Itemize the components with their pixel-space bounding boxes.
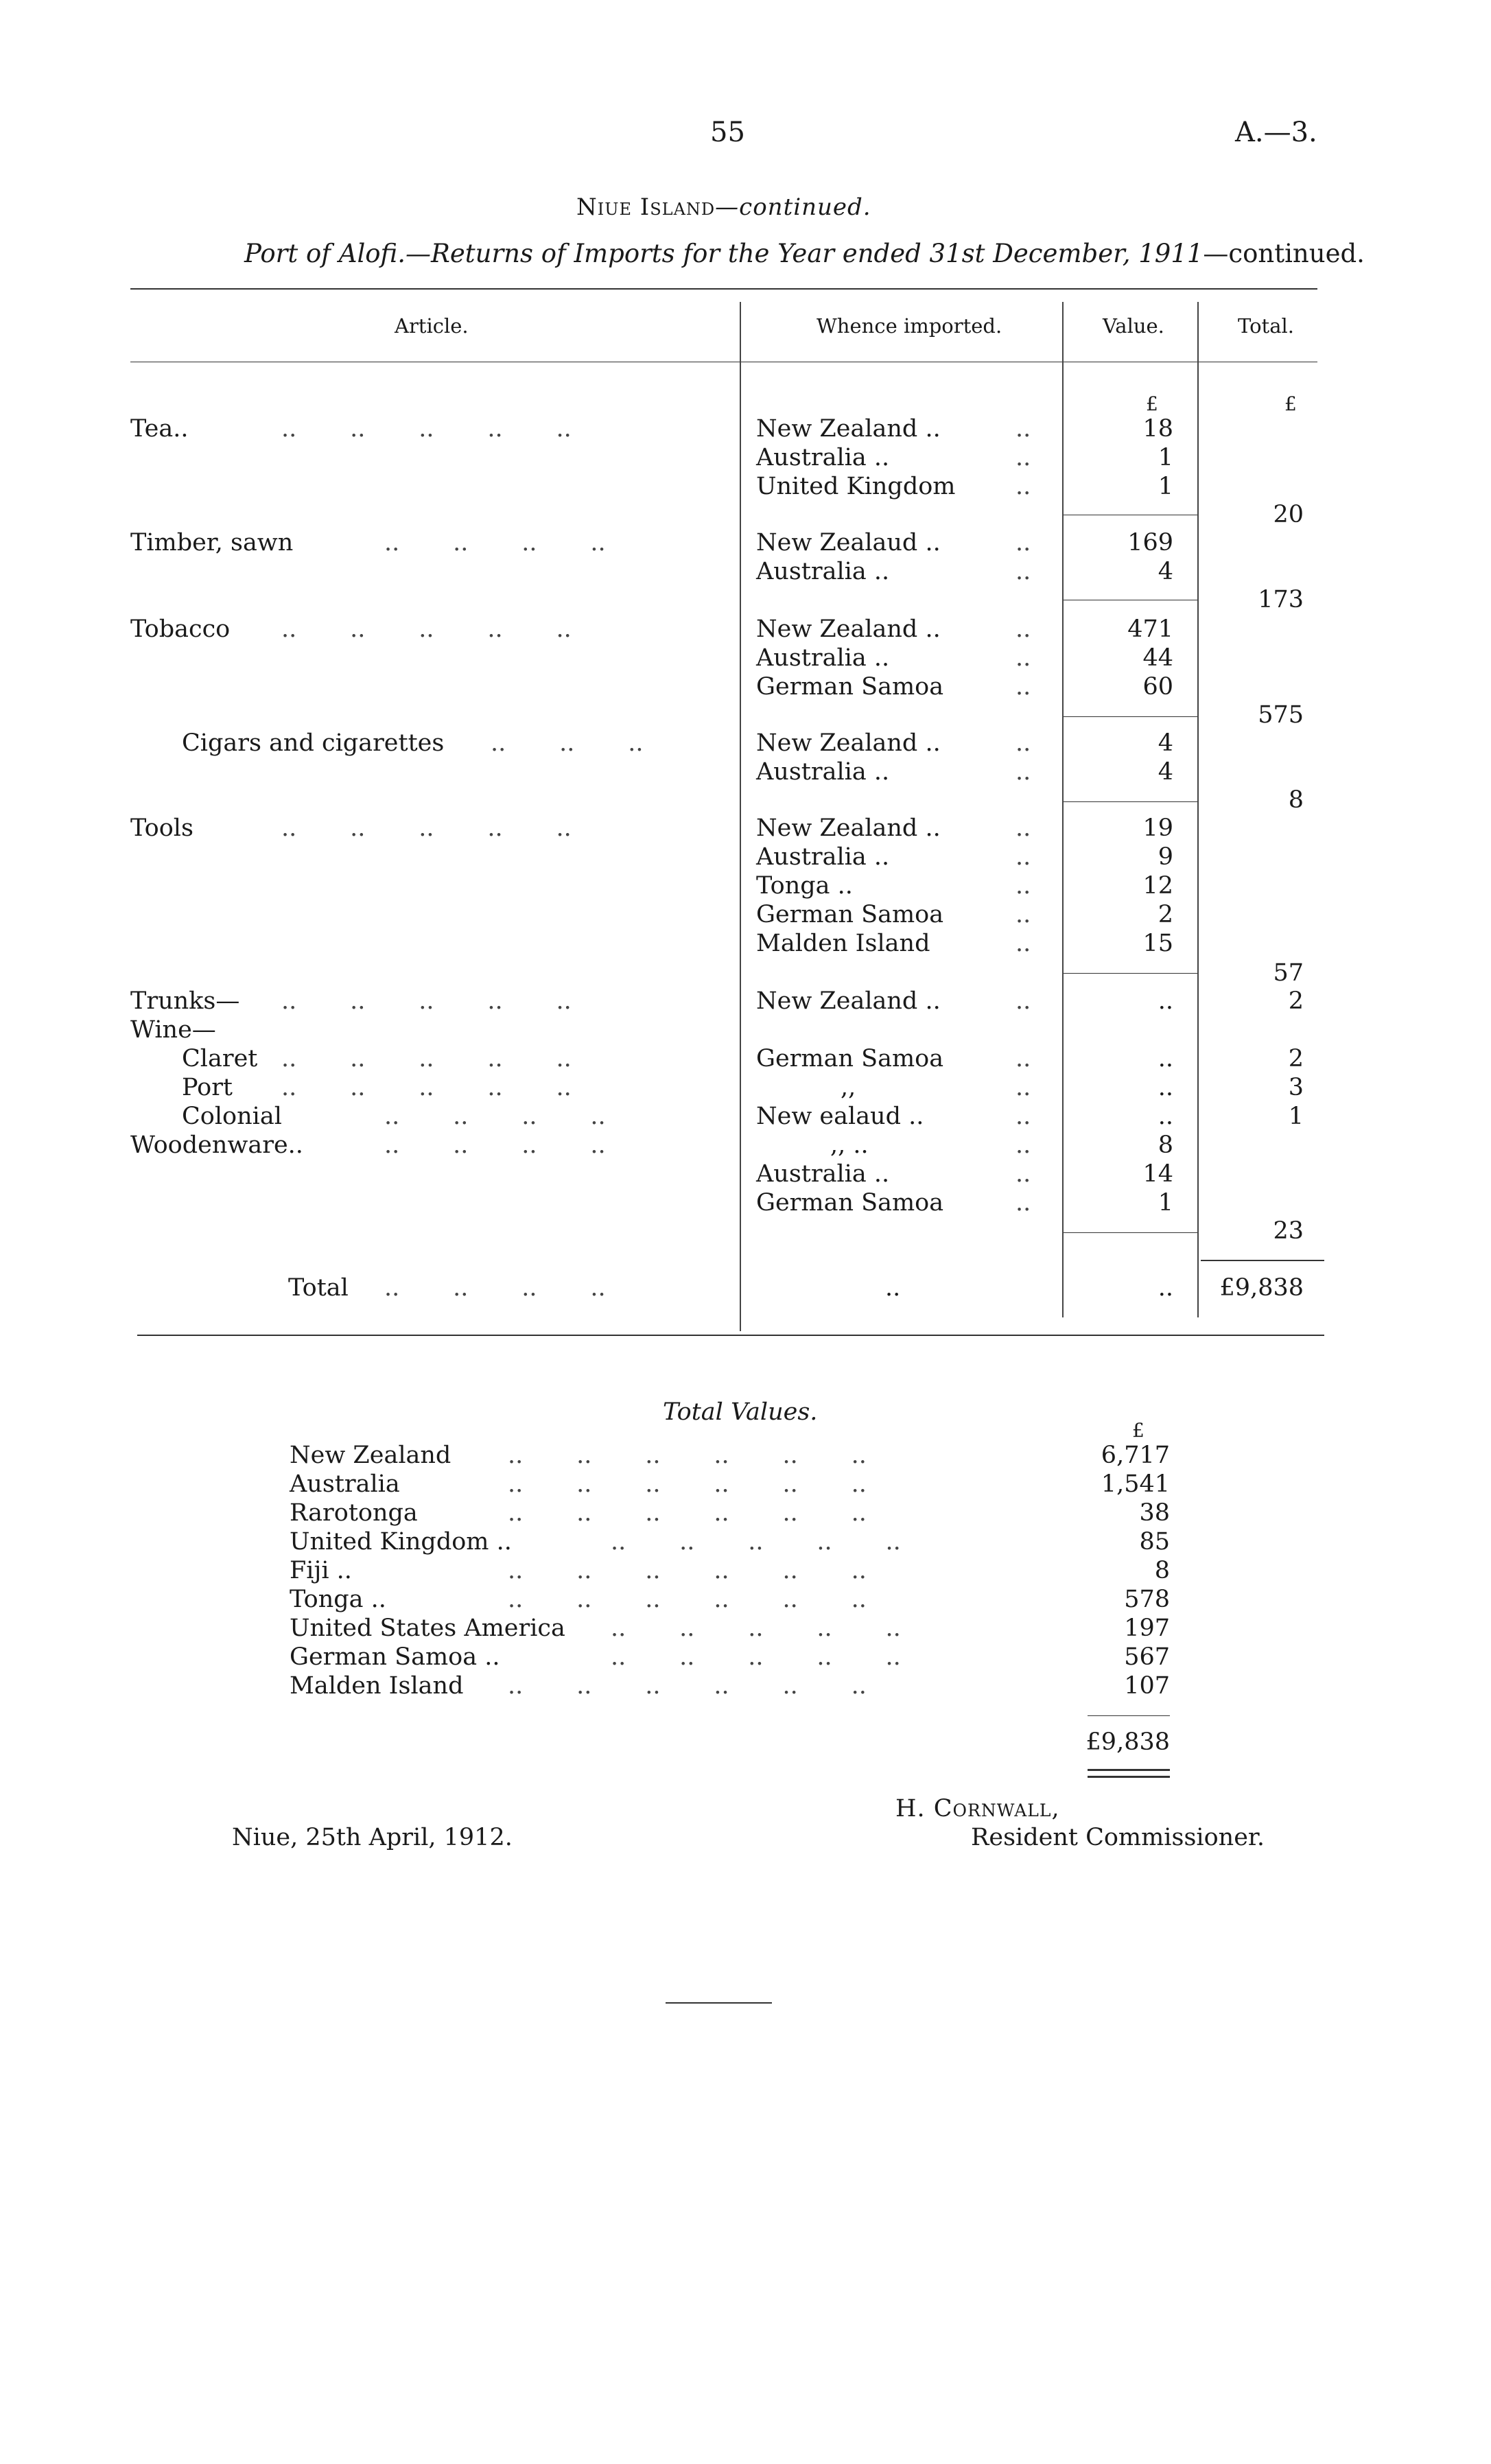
leader-dots: .. (1015, 729, 1031, 757)
country-value: 38 (1139, 1499, 1170, 1527)
leader-dots: .. (1015, 1131, 1031, 1159)
table-row (0, 929, 1491, 958)
subtotal-tea: 20 (1273, 501, 1304, 528)
whence-cell: New Zealaud .. (756, 529, 941, 556)
total-values-row (0, 1671, 1491, 1700)
whence-cell: New Zealand .. (756, 615, 941, 643)
leader-dots: .. .. .. .. .. (281, 415, 572, 443)
article-cell: Tobacco (130, 615, 231, 643)
leader-dots: .. (1015, 673, 1031, 701)
column-header-whence: Whence imported. (817, 314, 1002, 338)
country-value: 85 (1139, 1528, 1170, 1556)
value-cell: .. (1158, 1074, 1173, 1101)
leader-dots: .. (1015, 644, 1031, 672)
total-values-grand-total: £9,838 (1085, 1728, 1170, 1756)
total-value: .. (1158, 1274, 1173, 1302)
value-cell: .. (1158, 987, 1173, 1015)
table-row (0, 472, 1491, 501)
article-cell: Tools (130, 814, 193, 842)
leader-dots: .. .. .. .. (384, 529, 606, 556)
subtotal-timber: 173 (1258, 586, 1304, 613)
article-cell: Trunks— (130, 987, 240, 1015)
subtotal-rule (1064, 801, 1197, 802)
leader-dots: .. .. .. .. .. (611, 1643, 901, 1671)
table-subtitle (244, 239, 1365, 268)
whence-cell: Australia .. (756, 1160, 890, 1188)
place-date: Niue, 25th April, 1912. (232, 1824, 513, 1851)
country-name: Fiji .. (290, 1557, 352, 1584)
table-row (0, 644, 1491, 672)
signatory-name: H. Cornwall, (895, 1795, 1060, 1822)
grand-total: £9,838 (1219, 1274, 1304, 1302)
column-header-article: Article. (395, 314, 469, 338)
table-row (0, 1044, 1491, 1073)
article-cell: Port (182, 1074, 233, 1101)
total-values-row (0, 1556, 1491, 1585)
leader-dots: .. .. .. .. .. (281, 1045, 572, 1072)
country-name: Rarotonga (290, 1499, 418, 1527)
double-rule-bottom (1088, 1776, 1170, 1778)
table-row (0, 729, 1491, 758)
leader-dots: .. (1015, 814, 1031, 842)
leader-dots: .. .. .. .. (384, 1274, 606, 1302)
table-subtitle-text: Port of Alofi.—Returns of Imports for the Year ended 31st December, 1911 (244, 239, 1204, 268)
whence-cell: United Kingdom (756, 473, 956, 500)
article-cell: Woodenware.. (130, 1131, 303, 1159)
whence-cell: New Zealand .. (756, 729, 941, 757)
leader-dots: .. .. .. .. .. (281, 1074, 572, 1101)
whence-cell: Tonga .. (756, 872, 853, 900)
section-title-text: Niue Island (576, 193, 716, 221)
country-value: 1,541 (1101, 1470, 1170, 1498)
country-name: Malden Island (290, 1672, 464, 1700)
total-values-currency-symbol: £ (1132, 1419, 1144, 1442)
total-values-grand-total-row (0, 1728, 1491, 1757)
leader-dots: .. .. .. .. .. (281, 615, 572, 643)
total-values-row (0, 1527, 1491, 1556)
leader-dots: .. .. .. .. .. .. (508, 1470, 867, 1498)
total-whence: .. (885, 1274, 901, 1302)
article-cell: Tea.. (130, 415, 189, 443)
total-values-row (0, 1585, 1491, 1614)
total-cell: 2 (1288, 1045, 1304, 1072)
leader-dots: .. (1015, 1074, 1031, 1101)
whence-cell: New ealaud .. (756, 1103, 924, 1130)
leader-dots: .. .. .. .. .. (611, 1528, 901, 1556)
whence-cell: German Samoa (756, 901, 944, 928)
total-cell: 3 (1288, 1074, 1304, 1101)
country-value: 107 (1124, 1672, 1170, 1700)
whence-cell: ,, (841, 1074, 856, 1101)
table-row (0, 900, 1491, 929)
country-value: 578 (1124, 1586, 1170, 1613)
country-value: 8 (1154, 1557, 1170, 1584)
table-row (0, 1102, 1491, 1131)
section-title (576, 193, 871, 221)
whence-cell: ,, .. (830, 1131, 869, 1159)
value-cell: 14 (1142, 1160, 1173, 1188)
table-row (0, 1160, 1491, 1188)
article-cell: Colonial (182, 1103, 282, 1130)
article-cell: Cigars and cigarettes (182, 729, 445, 757)
total-cell: 1 (1288, 1103, 1304, 1130)
value-cell: 18 (1142, 415, 1173, 443)
value-cell: 471 (1127, 615, 1173, 643)
country-name: United Kingdom .. (290, 1528, 512, 1556)
value-cell: 4 (1158, 558, 1173, 585)
table-row (0, 814, 1491, 843)
total-values-row (0, 1643, 1491, 1671)
whence-cell: New Zealand .. (756, 415, 941, 443)
leader-dots: .. .. .. .. .. (281, 987, 572, 1015)
leader-dots: .. .. .. (491, 729, 644, 757)
double-rule-top (1088, 1769, 1170, 1771)
whence-cell: German Samoa (756, 1189, 944, 1217)
leader-dots: .. .. .. .. .. .. (508, 1557, 867, 1584)
table-row (0, 528, 1491, 557)
total-values-rule (1088, 1715, 1170, 1716)
table-row (0, 443, 1491, 472)
table-row (0, 758, 1491, 786)
table-bottom-rule (137, 1335, 1324, 1336)
leader-dots: .. (1015, 1103, 1031, 1130)
leader-dots: .. (1015, 930, 1031, 957)
leader-dots: .. .. .. .. (384, 1103, 606, 1130)
value-cell: 44 (1142, 644, 1173, 672)
subtotal-rule (1064, 973, 1197, 974)
value-cell: .. (1158, 1103, 1173, 1130)
whence-cell: Malden Island (756, 930, 930, 957)
country-name: United States America (290, 1615, 565, 1642)
table-row (0, 557, 1491, 586)
whence-cell: Australia .. (756, 444, 890, 471)
value-cell: 2 (1158, 901, 1173, 928)
total-values-row (0, 1441, 1491, 1470)
total-currency-symbol: £ (1284, 392, 1297, 415)
value-cell: 60 (1142, 673, 1173, 701)
country-name: Tonga .. (290, 1586, 386, 1613)
subtotal-tools: 57 (1273, 959, 1304, 987)
table-row (0, 1073, 1491, 1102)
table-row (0, 843, 1491, 871)
leader-dots: .. (1015, 901, 1031, 928)
table-row (0, 987, 1491, 1016)
leader-dots: .. (1015, 1045, 1031, 1072)
end-rule (666, 2002, 772, 2004)
table-row (0, 1188, 1491, 1217)
table-row (0, 615, 1491, 644)
whence-cell: German Samoa (756, 1045, 944, 1072)
leader-dots: .. (1015, 615, 1031, 643)
leader-dots: .. .. .. .. .. .. (508, 1442, 867, 1469)
whence-cell: Australia .. (756, 843, 890, 871)
value-cell: 8 (1158, 1131, 1173, 1159)
leader-dots: .. (1015, 987, 1031, 1015)
country-name: Australia (290, 1470, 400, 1498)
leader-dots: .. (1015, 473, 1031, 500)
value-cell: 1 (1158, 1189, 1173, 1217)
leader-dots: .. (1015, 558, 1031, 585)
leader-dots: .. (1015, 444, 1031, 471)
subtotal-cigars: 8 (1288, 786, 1304, 814)
value-cell: 4 (1158, 758, 1173, 786)
subtotal-woodenware: 23 (1273, 1217, 1304, 1245)
value-cell: 169 (1127, 529, 1173, 556)
article-cell: Wine— (130, 1016, 216, 1044)
total-cell: 2 (1288, 987, 1304, 1015)
leader-dots: .. .. .. .. .. (281, 814, 572, 842)
column-header-total: Total. (1238, 314, 1294, 338)
leader-dots: .. (1015, 843, 1031, 871)
leader-dots: .. (1015, 872, 1031, 900)
whence-cell: New Zealand .. (756, 814, 941, 842)
total-values-row (0, 1470, 1491, 1499)
value-cell: 12 (1142, 872, 1173, 900)
country-value: 567 (1124, 1643, 1170, 1671)
total-values-title: Total Values. (663, 1398, 818, 1426)
value-cell: 19 (1142, 814, 1173, 842)
value-cell: 15 (1142, 930, 1173, 957)
whence-cell: New Zealand .. (756, 987, 941, 1015)
table-row (0, 1016, 1491, 1044)
value-cell: 1 (1158, 473, 1173, 500)
leader-dots: .. (1015, 1189, 1031, 1217)
table-row (0, 871, 1491, 900)
value-currency-symbol: £ (1146, 392, 1158, 415)
table-total-row (0, 1274, 1491, 1302)
total-values-row (0, 1499, 1491, 1527)
leader-dots: .. (1015, 529, 1031, 556)
whence-cell: Australia .. (756, 558, 890, 585)
whence-cell: German Samoa (756, 673, 944, 701)
table-row (0, 1131, 1491, 1160)
signatory-title: Resident Commissioner. (971, 1824, 1265, 1851)
grand-total-rule (1201, 1260, 1324, 1261)
leader-dots: .. (1015, 758, 1031, 786)
document-reference: A.—3. (1235, 117, 1317, 148)
table-top-rule (130, 288, 1317, 290)
whence-cell: Australia .. (756, 644, 890, 672)
column-header-value: Value. (1103, 314, 1164, 338)
table-row (0, 672, 1491, 701)
country-value: 6,717 (1101, 1442, 1170, 1469)
page-number: 55 (710, 117, 745, 148)
subtotal-tobacco: 575 (1258, 701, 1304, 729)
article-cell: Claret (182, 1045, 258, 1072)
table-row (0, 414, 1491, 443)
article-cell: Timber, sawn (130, 529, 294, 556)
country-name: New Zealand (290, 1442, 451, 1469)
leader-dots: .. .. .. .. .. .. (508, 1499, 867, 1527)
leader-dots: .. (1015, 1160, 1031, 1188)
subtotal-rule (1064, 716, 1197, 717)
value-cell: 1 (1158, 444, 1173, 471)
value-cell: .. (1158, 1045, 1173, 1072)
leader-dots: .. .. .. .. .. .. (508, 1586, 867, 1613)
total-values-row (0, 1614, 1491, 1643)
country-name: German Samoa .. (290, 1643, 500, 1671)
leader-dots: .. (1015, 415, 1031, 443)
whence-cell: Australia .. (756, 758, 890, 786)
value-cell: 9 (1158, 843, 1173, 871)
total-label: Total (288, 1274, 349, 1302)
leader-dots: .. .. .. .. .. (611, 1615, 901, 1642)
value-cell: 4 (1158, 729, 1173, 757)
country-value: 197 (1124, 1615, 1170, 1642)
subtotal-rule (1064, 1232, 1197, 1233)
leader-dots: .. .. .. .. (384, 1131, 606, 1159)
leader-dots: .. .. .. .. .. .. (508, 1672, 867, 1700)
table-subtitle-suffix: —continued. (1203, 239, 1365, 268)
section-title-suffix: —continued. (715, 193, 871, 221)
